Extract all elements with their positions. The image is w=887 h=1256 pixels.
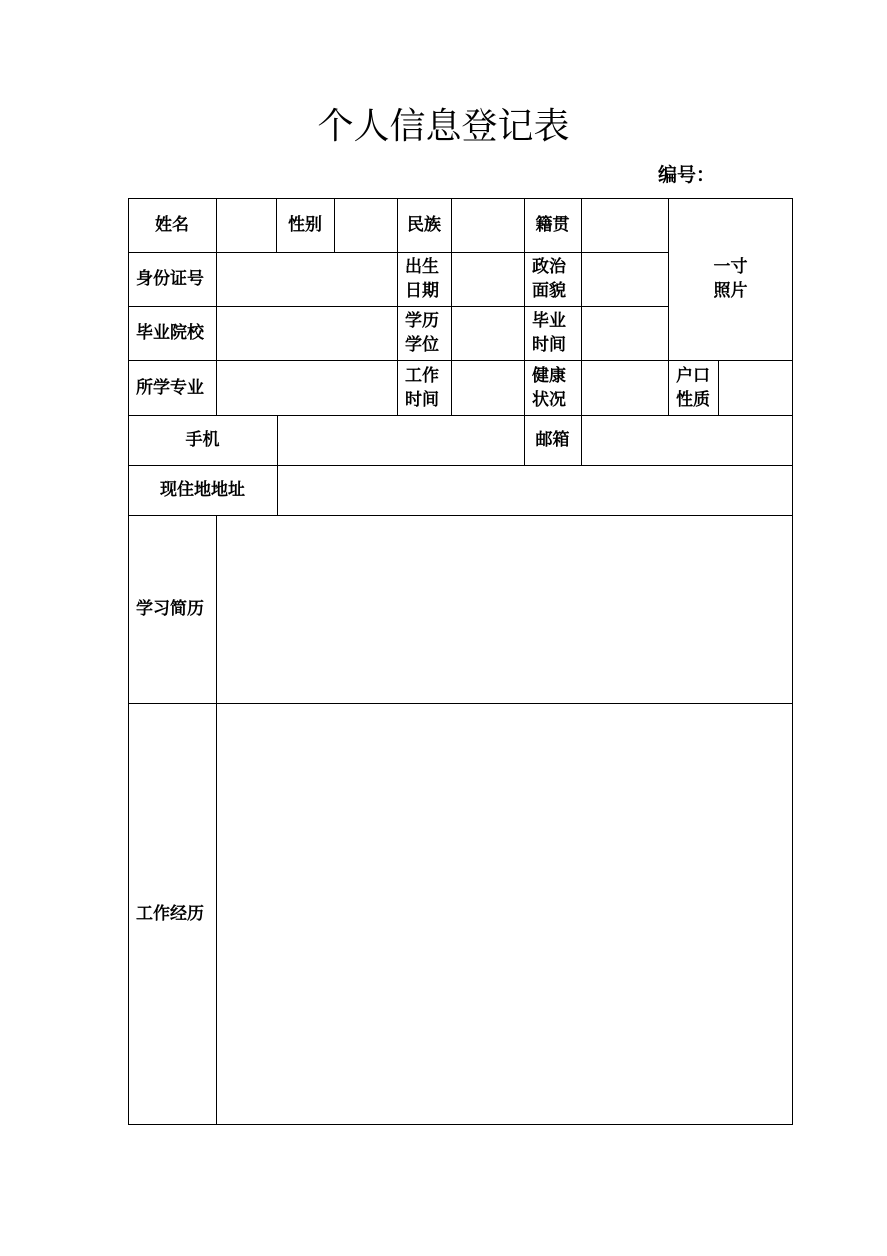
political-status-label-line2: 面貌 — [532, 281, 566, 301]
id-number-label: 身份证号 — [136, 269, 204, 289]
graduation-time-label — [524, 306, 581, 360]
household-type-label-line2: 性质 — [676, 389, 710, 410]
photo-label-line2: 照片 — [713, 281, 748, 301]
graduate-school-field[interactable] — [216, 306, 397, 360]
education-history-field[interactable] — [216, 515, 793, 703]
id-number-field[interactable] — [216, 252, 397, 306]
graduate-school-label: 毕业院校 — [136, 323, 204, 343]
photo-label-line1: 一寸 — [713, 257, 748, 277]
education-history-label: 学习简历 — [136, 599, 204, 619]
mobile-label: 手机 — [185, 430, 220, 450]
education-degree-label — [397, 306, 451, 360]
name-field[interactable] — [216, 198, 276, 252]
health-status-field[interactable] — [581, 360, 668, 415]
current-address-field[interactable] — [277, 465, 793, 515]
birth-date-label — [397, 252, 451, 306]
birth-date-label-line2: 日期 — [405, 281, 439, 301]
work-time-label-line1: 工作 — [405, 365, 439, 386]
major-label: 所学专业 — [136, 377, 204, 398]
mobile-field[interactable] — [277, 415, 524, 465]
health-status-label — [524, 360, 581, 415]
native-place-field[interactable] — [581, 198, 668, 252]
serial-number-label: 编号： — [658, 164, 716, 186]
native-place-label: 籍贯 — [535, 215, 570, 235]
birth-date-field[interactable] — [451, 252, 524, 306]
email-label: 邮箱 — [535, 430, 570, 450]
household-type-label — [668, 360, 718, 415]
ethnicity-field[interactable] — [451, 198, 524, 252]
gender-label: 性别 — [288, 215, 322, 235]
graduation-time-label-line2: 时间 — [532, 335, 566, 355]
household-type-label-line1: 户口 — [676, 365, 710, 386]
current-address-label: 现住地地址 — [160, 480, 245, 500]
ethnicity-label: 民族 — [407, 215, 441, 235]
political-status-field[interactable] — [581, 252, 668, 306]
major-field[interactable] — [216, 360, 397, 415]
household-type-field[interactable] — [718, 360, 793, 415]
education-degree-label-line2: 学位 — [405, 335, 439, 355]
work-time-field[interactable] — [451, 360, 524, 415]
gender-field[interactable] — [334, 198, 397, 252]
education-degree-label-line1: 学历 — [405, 311, 439, 331]
political-status-label — [524, 252, 581, 306]
birth-date-label-line1: 出生 — [405, 257, 439, 277]
health-status-label-line2: 状况 — [532, 389, 566, 410]
photo-box[interactable] — [668, 198, 793, 360]
graduation-time-label-line1: 毕业 — [532, 311, 566, 331]
work-time-label-line2: 时间 — [405, 389, 439, 410]
work-history-field[interactable] — [216, 703, 793, 1125]
graduation-time-field[interactable] — [581, 306, 668, 360]
health-status-label-line1: 健康 — [532, 365, 566, 386]
page-title: 个人信息登记表 — [317, 106, 570, 147]
work-history-label: 工作经历 — [136, 904, 204, 924]
email-field[interactable] — [581, 415, 793, 465]
education-degree-field[interactable] — [451, 306, 524, 360]
work-time-label — [397, 360, 451, 415]
political-status-label-line1: 政治 — [532, 257, 566, 277]
name-label: 姓名 — [155, 215, 189, 235]
